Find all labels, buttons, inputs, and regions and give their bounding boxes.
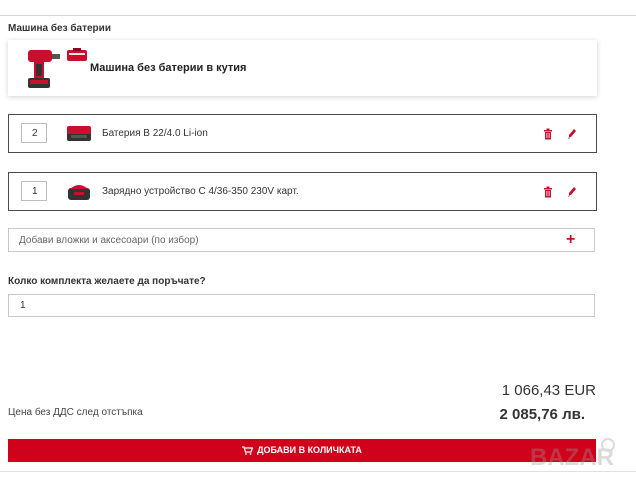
- charger-icon: [65, 180, 93, 202]
- charger-qty-field[interactable]: 1: [21, 181, 47, 201]
- tool-card[interactable]: [8, 40, 597, 96]
- svg-text:BAZAR: BAZAR: [530, 444, 614, 471]
- watermark-logo: [528, 435, 628, 475]
- quantity-question: Колко комплекта желаете да поръчате?: [8, 276, 206, 287]
- plus-icon[interactable]: +: [566, 231, 576, 248]
- trash-icon[interactable]: [543, 128, 553, 140]
- charger-name: Зарядно устройство C 4/36-350 230V карт.: [102, 186, 299, 197]
- add-to-cart-button[interactable]: [8, 439, 596, 462]
- trash-icon[interactable]: [543, 186, 553, 198]
- accessory-row-battery: [8, 114, 597, 153]
- case-icon: [66, 48, 88, 62]
- edit-icon[interactable]: [567, 186, 577, 198]
- drill-icon: [22, 46, 62, 90]
- battery-name: Батерия B 22/4.0 Li-ion: [102, 128, 208, 139]
- sets-quantity-input[interactable]: 1: [8, 294, 595, 317]
- price-eur: 1 066,43 EUR: [501, 382, 596, 399]
- edit-icon[interactable]: [567, 128, 577, 140]
- addons-field[interactable]: [8, 228, 595, 252]
- add-to-cart-label: ДОБАВИ В КОЛИЧКАТА: [257, 445, 362, 455]
- price-bgn: 2 085,76 лв.: [499, 406, 585, 423]
- accessory-row-charger: [8, 172, 597, 211]
- tool-name: Машина без батерии в кутия: [90, 62, 247, 74]
- cart-icon: [242, 446, 253, 455]
- battery-icon: [65, 122, 93, 144]
- battery-qty-field[interactable]: 2: [21, 123, 47, 143]
- addons-placeholder: Добави вложки и аксесоари (по избор): [19, 235, 199, 246]
- price-label: Цена без ДДС след отстъпка: [8, 407, 143, 418]
- top-divider: [0, 15, 636, 16]
- section-label: Машина без батерии: [8, 23, 111, 34]
